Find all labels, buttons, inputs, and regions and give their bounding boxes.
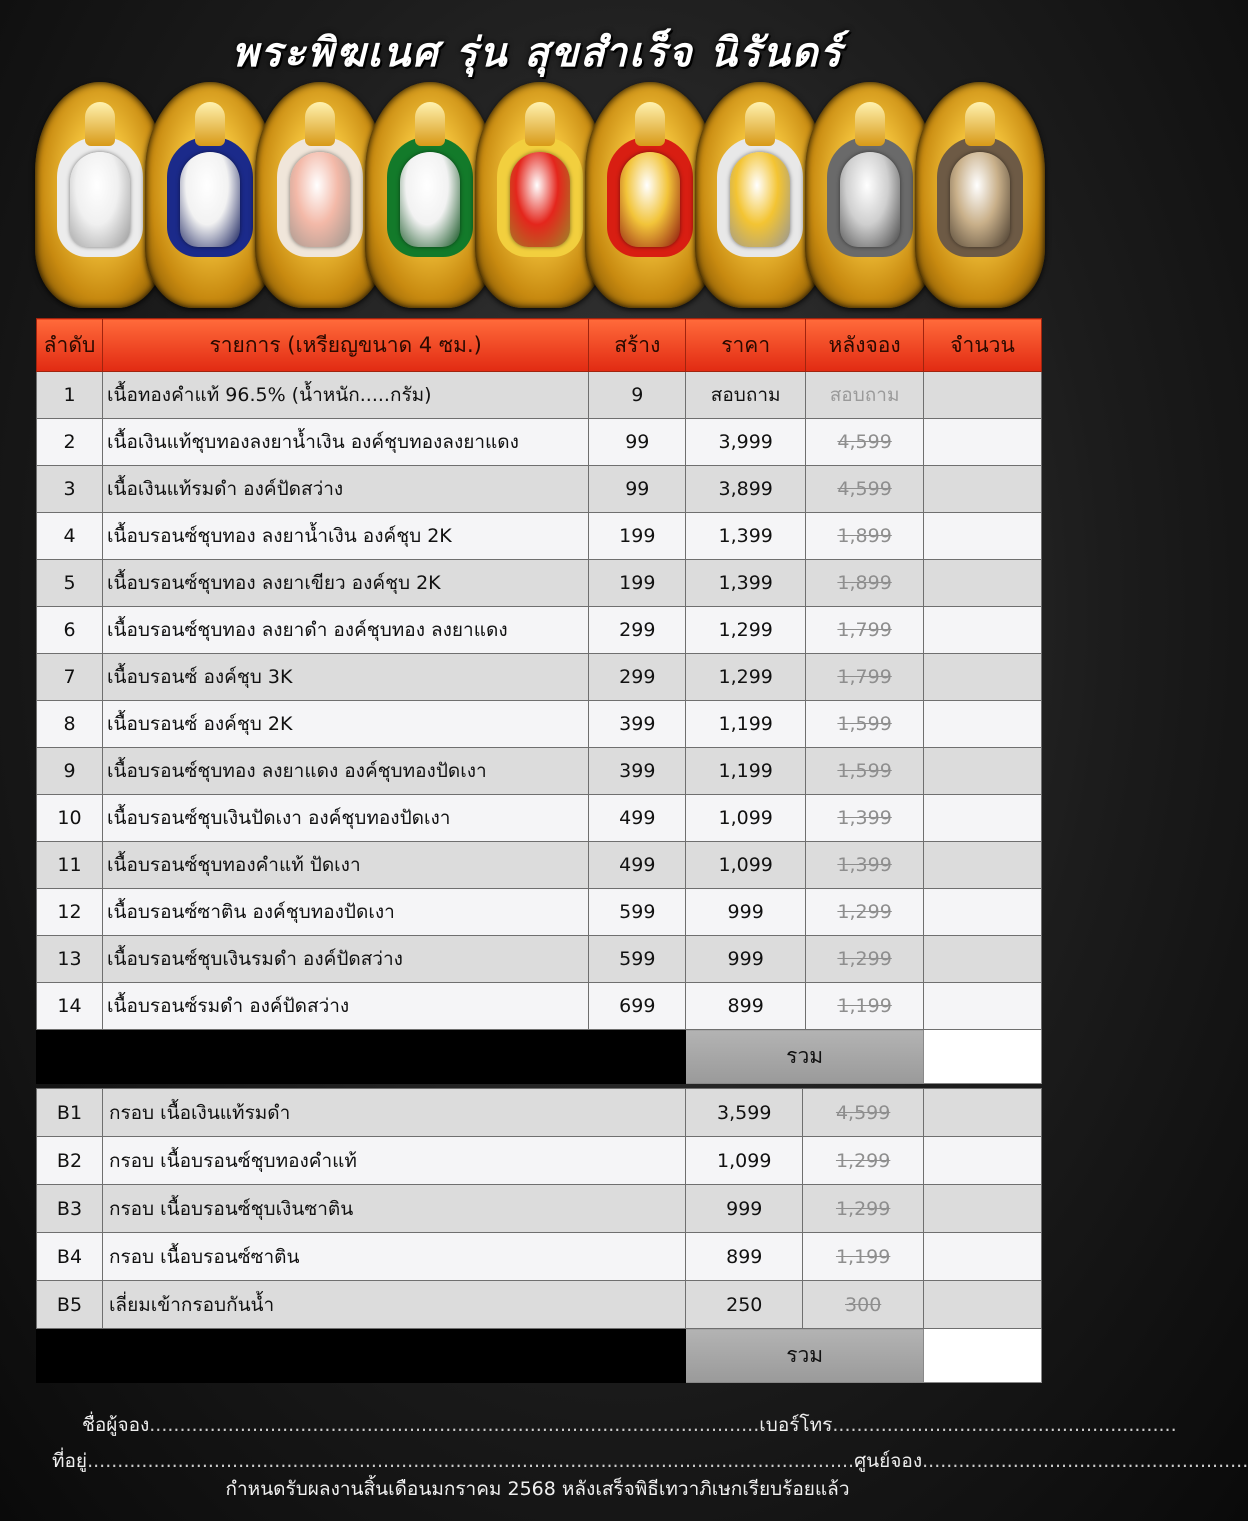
row-qty-cell[interactable] bbox=[924, 419, 1042, 466]
amulet-crown bbox=[635, 102, 665, 146]
row-made: 499 bbox=[589, 795, 686, 842]
row-after-price: 1,599 bbox=[806, 701, 924, 748]
col-header-item: รายการ (เหรียญขนาด 4 ซม.) bbox=[102, 319, 588, 372]
row-made: 399 bbox=[589, 748, 686, 795]
phone-field[interactable]: ......................................................... bbox=[832, 1414, 1177, 1436]
row-qty-cell[interactable] bbox=[924, 1233, 1042, 1281]
row-qty-cell[interactable] bbox=[924, 1089, 1042, 1137]
row-item: เนื้อบรอนซ์ซาติน องค์ชุบทองปัดเงา bbox=[102, 889, 588, 936]
table-row bbox=[37, 1185, 1042, 1233]
row-price: 1,399 bbox=[686, 560, 806, 607]
row-after-price: 4,599 bbox=[803, 1089, 924, 1137]
table-row bbox=[37, 1233, 1042, 1281]
row-after-price: 300 bbox=[803, 1281, 924, 1329]
row-no: 4 bbox=[37, 513, 103, 560]
row-qty-cell[interactable] bbox=[924, 983, 1042, 1030]
row-after-price: 1,899 bbox=[806, 513, 924, 560]
row-after-price: 1,399 bbox=[806, 842, 924, 889]
row-no: 7 bbox=[37, 654, 103, 701]
row-price: 250 bbox=[686, 1281, 803, 1329]
row-price: 999 bbox=[686, 889, 806, 936]
row-item: เนื้อทองคำแท้ 96.5% (น้ำหนัก.....กรัม) bbox=[102, 372, 588, 419]
row-no: 6 bbox=[37, 607, 103, 654]
table-row bbox=[37, 1137, 1042, 1185]
row-item: เนื้อบรอนซ์ชุบทอง ลงยาน้ำเงิน องค์ชุบ 2K bbox=[102, 513, 588, 560]
row-no: B5 bbox=[37, 1281, 103, 1329]
row-made: 399 bbox=[589, 701, 686, 748]
ganesha-figure bbox=[950, 152, 1010, 247]
row-after-price: 1,299 bbox=[806, 936, 924, 983]
amulet-crown bbox=[965, 102, 995, 146]
row-item: เนื้อบรอนซ์ชุบเงินปัดเงา องค์ชุบทองปัดเงา bbox=[102, 795, 588, 842]
table-row bbox=[37, 795, 1042, 842]
price-table-header bbox=[37, 319, 1042, 372]
frame-table-total-row bbox=[37, 1329, 1042, 1383]
row-item: เลี่ยมเข้ากรอบกันน้ำ bbox=[102, 1281, 685, 1329]
row-made: 199 bbox=[589, 560, 686, 607]
amulet-crown bbox=[525, 102, 555, 146]
page-title: พระพิฆเนศ รุ่น สุขสำเร็จ นิรันดร์ bbox=[231, 29, 844, 76]
table-row bbox=[37, 607, 1042, 654]
table-row bbox=[37, 1281, 1042, 1329]
center-label: ศูนย์จอง bbox=[854, 1450, 923, 1472]
row-qty-cell[interactable] bbox=[924, 466, 1042, 513]
col-header-price: ราคา bbox=[686, 319, 806, 372]
row-item: เนื้อเงินแท้ชุบทองลงยาน้ำเงิน องค์ชุบทองลงยาแดง bbox=[102, 419, 588, 466]
row-item: เนื้อเงินแท้รมดำ องค์ปัดสว่าง bbox=[102, 466, 588, 513]
name-label: ชื่อผู้จอง bbox=[82, 1414, 150, 1436]
row-price: 3,999 bbox=[686, 419, 806, 466]
row-no: 11 bbox=[37, 842, 103, 889]
row-item: กรอบ เนื้อบรอนซ์ชุบเงินซาติน bbox=[102, 1185, 685, 1233]
row-no: 1 bbox=[37, 372, 103, 419]
row-qty-cell[interactable] bbox=[924, 372, 1042, 419]
amulet-crown bbox=[305, 102, 335, 146]
row-made: 99 bbox=[589, 466, 686, 513]
row-item: กรอบ เนื้อเงินแท้รมดำ bbox=[102, 1089, 685, 1137]
ganesha-figure bbox=[510, 152, 570, 247]
row-made: 499 bbox=[589, 842, 686, 889]
row-qty-cell[interactable] bbox=[924, 748, 1042, 795]
row-no: 3 bbox=[37, 466, 103, 513]
row-item: เนื้อบรอนซ์รมดำ องค์ปัดสว่าง bbox=[102, 983, 588, 1030]
row-item: เนื้อบรอนซ์ องค์ชุบ 2K bbox=[102, 701, 588, 748]
table-row bbox=[37, 889, 1042, 936]
row-after-price: 1,899 bbox=[806, 560, 924, 607]
amulet-bronze bbox=[915, 82, 1045, 308]
row-after-price: 1,399 bbox=[806, 795, 924, 842]
price-table-total-row bbox=[37, 1030, 1042, 1084]
amulet-crown bbox=[195, 102, 225, 146]
row-qty-cell[interactable] bbox=[924, 795, 1042, 842]
table-row bbox=[37, 983, 1042, 1030]
phone-label: เบอร์โทร bbox=[759, 1414, 833, 1436]
row-made: 599 bbox=[589, 936, 686, 983]
amulet-gallery bbox=[35, 82, 1045, 312]
row-no: B1 bbox=[37, 1089, 103, 1137]
row-no: 10 bbox=[37, 795, 103, 842]
row-made: 699 bbox=[589, 983, 686, 1030]
row-after-price: 4,599 bbox=[806, 466, 924, 513]
ganesha-figure bbox=[620, 152, 680, 247]
row-no: 9 bbox=[37, 748, 103, 795]
table-row bbox=[37, 654, 1042, 701]
row-price: 999 bbox=[686, 1185, 803, 1233]
row-no: B4 bbox=[37, 1233, 103, 1281]
center-field[interactable]: ...................................................... bbox=[922, 1450, 1248, 1472]
row-after-price: 1,799 bbox=[806, 654, 924, 701]
table-row bbox=[37, 936, 1042, 983]
row-qty-cell[interactable] bbox=[924, 889, 1042, 936]
address-field[interactable]: ............................................................................................................................... bbox=[87, 1450, 855, 1472]
row-after-price: 1,299 bbox=[803, 1137, 924, 1185]
row-price: สอบถาม bbox=[686, 372, 806, 419]
ganesha-figure bbox=[70, 152, 130, 247]
table-row bbox=[37, 466, 1042, 513]
amulet-crown bbox=[415, 102, 445, 146]
row-item: เนื้อบรอนซ์ องค์ชุบ 3K bbox=[102, 654, 588, 701]
row-made: 9 bbox=[589, 372, 686, 419]
frame-total-label: รวม bbox=[686, 1329, 924, 1383]
row-no: 12 bbox=[37, 889, 103, 936]
table-row bbox=[37, 560, 1042, 607]
row-qty-cell[interactable] bbox=[924, 1281, 1042, 1329]
row-after-price: 1,799 bbox=[806, 607, 924, 654]
table-row bbox=[37, 748, 1042, 795]
row-price: 899 bbox=[686, 1233, 803, 1281]
table-row bbox=[37, 701, 1042, 748]
table-row bbox=[37, 419, 1042, 466]
row-after-price: 4,599 bbox=[806, 419, 924, 466]
row-after-price: 1,299 bbox=[806, 889, 924, 936]
order-form-footer bbox=[0, 1392, 1248, 1521]
row-item: เนื้อบรอนซ์ชุบทอง ลงยาแดง องค์ชุบทองปัดเงา bbox=[102, 748, 588, 795]
row-qty-cell[interactable] bbox=[924, 607, 1042, 654]
table-row bbox=[37, 513, 1042, 560]
row-price: 999 bbox=[686, 936, 806, 983]
row-after-price: 1,299 bbox=[803, 1185, 924, 1233]
col-header-qty: จำนวน bbox=[924, 319, 1042, 372]
row-item: กรอบ เนื้อบรอนซ์ชุบทองคำแท้ bbox=[102, 1137, 685, 1185]
row-qty-cell[interactable] bbox=[924, 560, 1042, 607]
row-no: B2 bbox=[37, 1137, 103, 1185]
ganesha-figure bbox=[290, 152, 350, 247]
ganesha-figure bbox=[840, 152, 900, 247]
row-qty-cell[interactable] bbox=[924, 842, 1042, 889]
row-price: 1,099 bbox=[686, 1137, 803, 1185]
table-row bbox=[37, 1089, 1042, 1137]
row-price: 1,099 bbox=[686, 842, 806, 889]
row-made: 599 bbox=[589, 889, 686, 936]
ganesha-figure bbox=[180, 152, 240, 247]
row-no: 5 bbox=[37, 560, 103, 607]
frame-table bbox=[36, 1088, 1042, 1383]
amulet-crown bbox=[85, 102, 115, 146]
table-row bbox=[37, 842, 1042, 889]
row-price: 1,299 bbox=[686, 607, 806, 654]
total-input[interactable] bbox=[924, 1030, 1042, 1084]
row-qty-cell[interactable] bbox=[924, 936, 1042, 983]
row-no: 2 bbox=[37, 419, 103, 466]
col-header-made: สร้าง bbox=[589, 319, 686, 372]
row-price: 1,199 bbox=[686, 748, 806, 795]
row-made: 299 bbox=[589, 607, 686, 654]
col-header-after: หลังจอง bbox=[806, 319, 924, 372]
row-made: 199 bbox=[589, 513, 686, 560]
ganesha-figure bbox=[730, 152, 790, 247]
row-item: เนื้อบรอนซ์ชุบทองคำแท้ ปัดเงา bbox=[102, 842, 588, 889]
row-qty-cell[interactable] bbox=[924, 701, 1042, 748]
row-no: B3 bbox=[37, 1185, 103, 1233]
row-after-price: 1,599 bbox=[806, 748, 924, 795]
row-no: 14 bbox=[37, 983, 103, 1030]
amulet-crown bbox=[855, 102, 885, 146]
price-table bbox=[36, 318, 1042, 1084]
row-price: 3,599 bbox=[686, 1089, 803, 1137]
row-qty-cell[interactable] bbox=[924, 1137, 1042, 1185]
frame-total-input[interactable] bbox=[924, 1329, 1042, 1383]
ganesha-figure bbox=[400, 152, 460, 247]
row-no: 13 bbox=[37, 936, 103, 983]
row-qty-cell[interactable] bbox=[924, 513, 1042, 560]
address-label: ที่อยู่ bbox=[52, 1450, 88, 1472]
amulet-crown bbox=[745, 102, 775, 146]
row-price: 1,099 bbox=[686, 795, 806, 842]
col-header-no: ลำดับ bbox=[37, 319, 103, 372]
row-after-price: สอบถาม bbox=[806, 372, 924, 419]
row-item: เนื้อบรอนซ์ชุบทอง ลงยาเขียว องค์ชุบ 2K bbox=[102, 560, 588, 607]
row-item: เนื้อบรอนซ์ชุบทอง ลงยาดำ องค์ชุบทอง ลงยาแดง bbox=[102, 607, 588, 654]
row-made: 99 bbox=[589, 419, 686, 466]
row-price: 1,299 bbox=[686, 654, 806, 701]
row-after-price: 1,199 bbox=[806, 983, 924, 1030]
row-item: กรอบ เนื้อบรอนซ์ซาติน bbox=[102, 1233, 685, 1281]
row-qty-cell[interactable] bbox=[924, 1185, 1042, 1233]
row-price: 1,399 bbox=[686, 513, 806, 560]
row-no: 8 bbox=[37, 701, 103, 748]
total-label: รวม bbox=[686, 1030, 924, 1084]
row-price: 3,899 bbox=[686, 466, 806, 513]
row-qty-cell[interactable] bbox=[924, 654, 1042, 701]
row-price: 899 bbox=[686, 983, 806, 1030]
delivery-note: กำหนดรับผลงานสิ้นเดือนมกราคม 2568 หลังเสร็จพิธีเทวาภิเษกเรียบร้อยแล้ว bbox=[225, 1478, 850, 1500]
table-row bbox=[37, 372, 1042, 419]
name-field[interactable]: ..................................................................................................... bbox=[149, 1414, 760, 1436]
row-made: 299 bbox=[589, 654, 686, 701]
row-price: 1,199 bbox=[686, 701, 806, 748]
row-item: เนื้อบรอนซ์ชุบเงินรมดำ องค์ปัดสว่าง bbox=[102, 936, 588, 983]
row-after-price: 1,199 bbox=[803, 1233, 924, 1281]
